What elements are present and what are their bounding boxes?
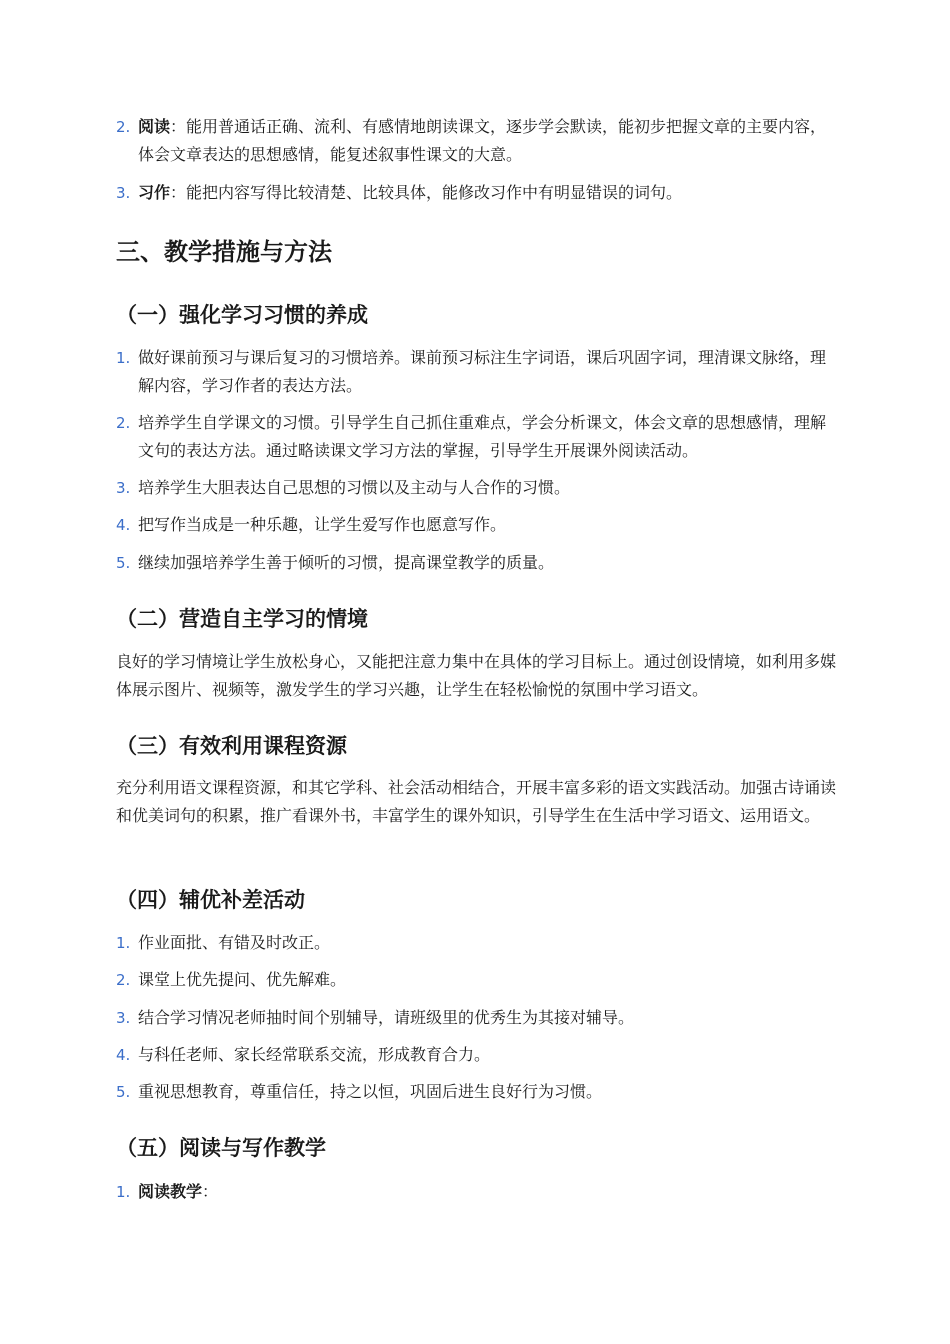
list-number: 5. <box>116 1083 131 1101</box>
subsection-heading: （五）阅读与写作教学 <box>116 1136 326 1160</box>
subsection-heading: （一）强化学习习惯的养成 <box>116 303 368 327</box>
list-number: 2. <box>116 118 131 136</box>
list-item-text: ：能把内容写得比较清楚、比较具体，能修改习作中有明显错误的词句。 <box>170 183 683 202</box>
list-number: 3. <box>116 479 131 497</box>
list-item-text: 作业面批、有错及时改正。 <box>138 933 331 952</box>
list-item-text: ：能用普通话正确、流利、有感情地朗读课文，逐步学会默读，能初步把握文章的主要内容，体会文章表达的思想感情，能复述叙事性课文的大意。 <box>138 117 827 164</box>
list-item-bold: 阅读 <box>138 117 171 136</box>
list-item-text: 结合学习情况老师抽时间个别辅导，请班级里的优秀生为其接对辅导。 <box>138 1008 635 1027</box>
list-number: 5. <box>116 554 131 572</box>
list-item <box>116 511 838 539</box>
list-item-text: 继续加强培养学生善于倾听的习惯，提高课堂教学的质量。 <box>138 553 555 572</box>
list-item <box>116 344 838 400</box>
paragraph: 充分利用语文课程资源，和其它学科、社会活动相结合，开展丰富多彩的语文实践活动。加强古诗诵读和优美词句的积累，推广看课外书，丰富学生的课外知识，引导学生在生活中学习语文、运用语文。 <box>116 778 837 825</box>
list-item-text: 做好课前预习与课后复习的习惯培养。课前预习标注生字词语，课后巩固字词，理清课文脉络，理解内容，学习作者的表达方法。 <box>138 348 827 395</box>
list-item-text: 重视思想教育，尊重信任，持之以恒，巩固后进生良好行为习惯。 <box>138 1082 603 1101</box>
list-item-text: 培养学生大胆表达自己思想的习惯以及主动与人合作的习惯。 <box>138 478 571 497</box>
list-item-text: 课堂上优先提问、优先解难。 <box>138 970 347 989</box>
subsection-heading: （三）有效利用课程资源 <box>116 734 347 758</box>
list-item-text: 与科任老师、家长经常联系交流，形成教育合力。 <box>138 1045 491 1064</box>
list-item-text: ： <box>202 1182 219 1201</box>
list-item <box>116 1178 838 1206</box>
list-number: 4. <box>116 516 131 534</box>
list-number: 1. <box>116 1183 131 1201</box>
list-item <box>116 1004 838 1032</box>
list-item-bold: 习作 <box>138 183 171 202</box>
list-item-text: 培养学生自学课文的习惯。引导学生自己抓住重难点，学会分析课文，体会文章的思想感情，理解文句的表达方法。通过略读课文学习方法的掌握，引导学生开展课外阅读活动。 <box>138 413 827 460</box>
list-number: 3. <box>116 184 131 202</box>
list-item <box>116 113 838 169</box>
paragraph: 良好的学习情境让学生放松身心，又能把注意力集中在具体的学习目标上。通过创设情境，如利用多媒体展示图片、视频等，激发学生的学习兴趣，让学生在轻松愉悦的氛围中学习语文。 <box>116 652 837 699</box>
list-item <box>116 1078 838 1106</box>
list-item <box>116 549 838 577</box>
list-number: 3. <box>116 1009 131 1027</box>
list-item-text: 把写作当成是一种乐趣，让学生爱写作也愿意写作。 <box>138 515 507 534</box>
list-item-bold: 阅读教学 <box>138 1182 203 1201</box>
list-number: 2. <box>116 414 131 432</box>
section-heading: 三、教学措施与方法 <box>116 238 332 266</box>
list-item <box>116 966 838 994</box>
list-number: 1. <box>116 349 131 367</box>
subsection-heading: （四）辅优补差活动 <box>116 888 305 912</box>
list-item <box>116 929 838 957</box>
list-number: 2. <box>116 971 131 989</box>
list-number: 4. <box>116 1046 131 1064</box>
list-number: 1. <box>116 934 131 952</box>
list-item <box>116 1041 838 1069</box>
list-item <box>116 179 838 207</box>
list-item <box>116 474 838 502</box>
list-item <box>116 409 838 465</box>
subsection-heading: （二）营造自主学习的情境 <box>116 607 368 631</box>
